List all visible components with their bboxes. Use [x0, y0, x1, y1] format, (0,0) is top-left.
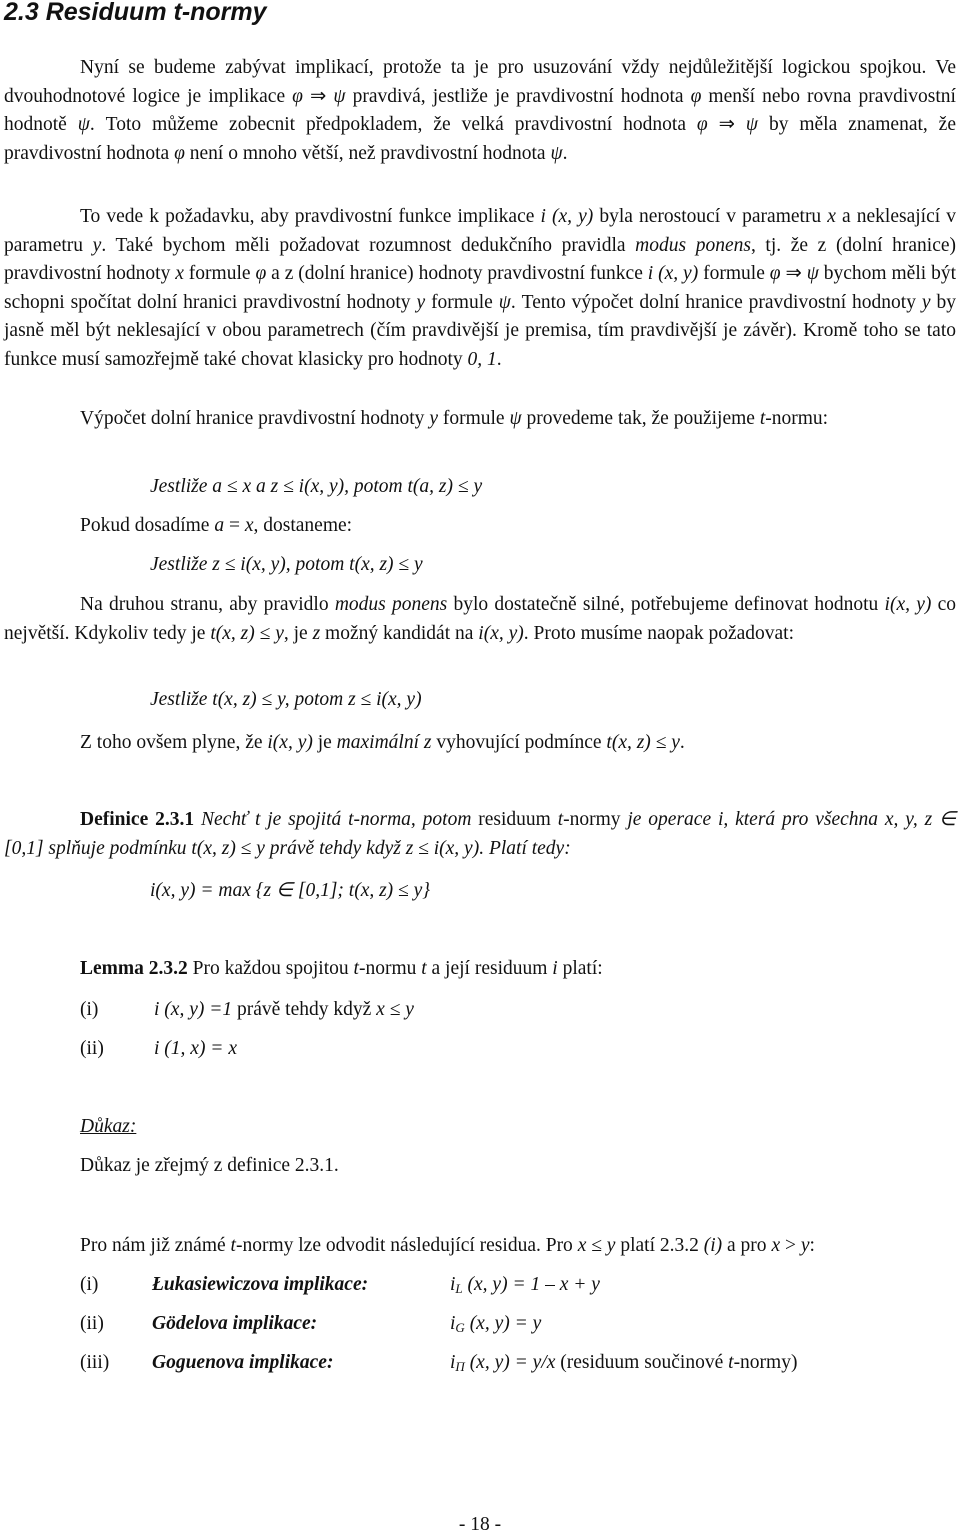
paragraph-requirement: To vede k požadavku, aby pravdivostní funkce implikace i (x, y) byla nerostoucí v parametru x a neklesající v parametru y. Také bychom měli požadovat rozumnost dedukčního pravidla modus ponens, tj. že z (dolní hranice) pravdivostní hodnoty x formule φ a z (dolní hranice) hodnoty pravdivostní funkce i (x, y) formule φ ⇒ ψ bychom měli být schopni spočítat dolní hranici pravdivostní hodnoty y formule ψ. Tento výpočet dolní hranice pravdivostní hodnoty y by jasně měl být neklesající v obou parametrech (čím pravdivější je premisa, tím pravdivější je závěr). Kromě toho se tato funkce musí samozřejmě také chovat klasicky pro hodnoty 0, 1. — [4, 206, 956, 370]
formula-rule-3: Jestliže t(x, z) ≤ y, potom z ≤ i(x, y) — [150, 689, 422, 710]
paragraph-computation: Výpočet dolní hranice pravdivostní hodnoty y formule ψ provedeme tak, že použijeme t-normu: — [80, 408, 829, 429]
formula-rule-1: Jestliže a ≤ x a z ≤ i(x, y), potom t(a, z) ≤ y — [150, 476, 483, 497]
residua-item-label-ii: (ii) — [80, 1313, 104, 1334]
proof-heading: Důkaz: — [80, 1116, 137, 1137]
definition-2-3-1: Definice 2.3.1 Nechť t je spojitá t-norma, potom residuum t-normy je operace i, která pro všechna x, y, z ∈ [0,1] splňuje podmínku t(x, z) ≤ y právě tehdy když z ≤ i(x, y). Platí tedy: — [4, 809, 957, 859]
lemma-item-ii: i (1, x) = x — [154, 1038, 237, 1059]
formula-rule-2: Jestliže z ≤ i(x, y), potom t(x, z) ≤ y — [150, 554, 423, 575]
paragraph-modus-ponens: Na druhou stranu, aby pravidlo modus ponens bylo dostatečně silné, potřebujeme definovat hodnotu i(x, y) co největší. Kdykoliv tedy je t(x, z) ≤ y, je z možný kandidát na i(x, y). Proto musíme naopak požadovat: — [4, 594, 956, 644]
lemma-item-i: i (x, y) =1 právě tehdy když x ≤ y — [154, 999, 414, 1020]
residua-name-lukasiewicz: Łukasiewiczova implikace: — [152, 1274, 369, 1295]
lemma-2-3-2: Lemma 2.3.2 Pro každou spojitou t-normu t a její residuum i platí: — [80, 958, 603, 979]
page-number: - 18 - — [458, 1514, 502, 1535]
text-substitute: Pokud dosadíme a = x, dostaneme: — [80, 515, 353, 536]
residua-formula-godel: $i_G$ (x, y) = y — [450, 1313, 542, 1335]
residua-name-godel: Gödelova implikace: — [152, 1313, 318, 1334]
residua-name-goguen: Goguenova implikace: — [152, 1352, 334, 1373]
paragraph-intro: Nyní se budeme zabývat implikací, protože ta je pro usuzování vždy nejdůležitější logickou spojkou. Ve dvouhodnotové logice je implikace φ ⇒ ψ pravdivá, jestliže je pravdivostní hodnota φ menší nebo rovna pravdivostní hodnotě ψ. Toto můžeme zobecnit předpokladem, že velká pravdivostní hodnota φ ⇒ ψ by měla znamenat, že pravdivostní hodnota φ není o mnoho větší, než pravdivostní hodnota ψ. — [4, 57, 956, 164]
residua-item-label-i: (i) — [80, 1274, 99, 1295]
residua-formula-goguen: $i_\Pi$ (x, y) = y/x (residuum součinové t-normy) — [450, 1352, 798, 1374]
lemma-item-label-ii: (ii) — [80, 1038, 104, 1059]
formula-residuum: i(x, y) = max {z ∈ [0,1]; t(x, z) ≤ y} — [150, 880, 431, 901]
section-heading: 2.3 Residuum t-normy — [4, 0, 267, 26]
lemma-item-label-i: (i) — [80, 999, 99, 1020]
residua-formula-lukasiewicz: $i_L$ (x, y) = 1 – x + y — [450, 1274, 600, 1296]
residua-item-label-iii: (iii) — [80, 1352, 110, 1373]
proof-text: Důkaz je zřejmý z definice 2.3.1. — [80, 1155, 339, 1176]
text-residua-intro: Pro nám již známé t-normy lze odvodit následující residua. Pro x ≤ y platí 2.3.2 (i) a pro x > y: — [80, 1235, 815, 1256]
text-maximal: Z toho ovšem plyne, že i(x, y) je maximální z vyhovující podmínce t(x, z) ≤ y. — [80, 732, 685, 753]
